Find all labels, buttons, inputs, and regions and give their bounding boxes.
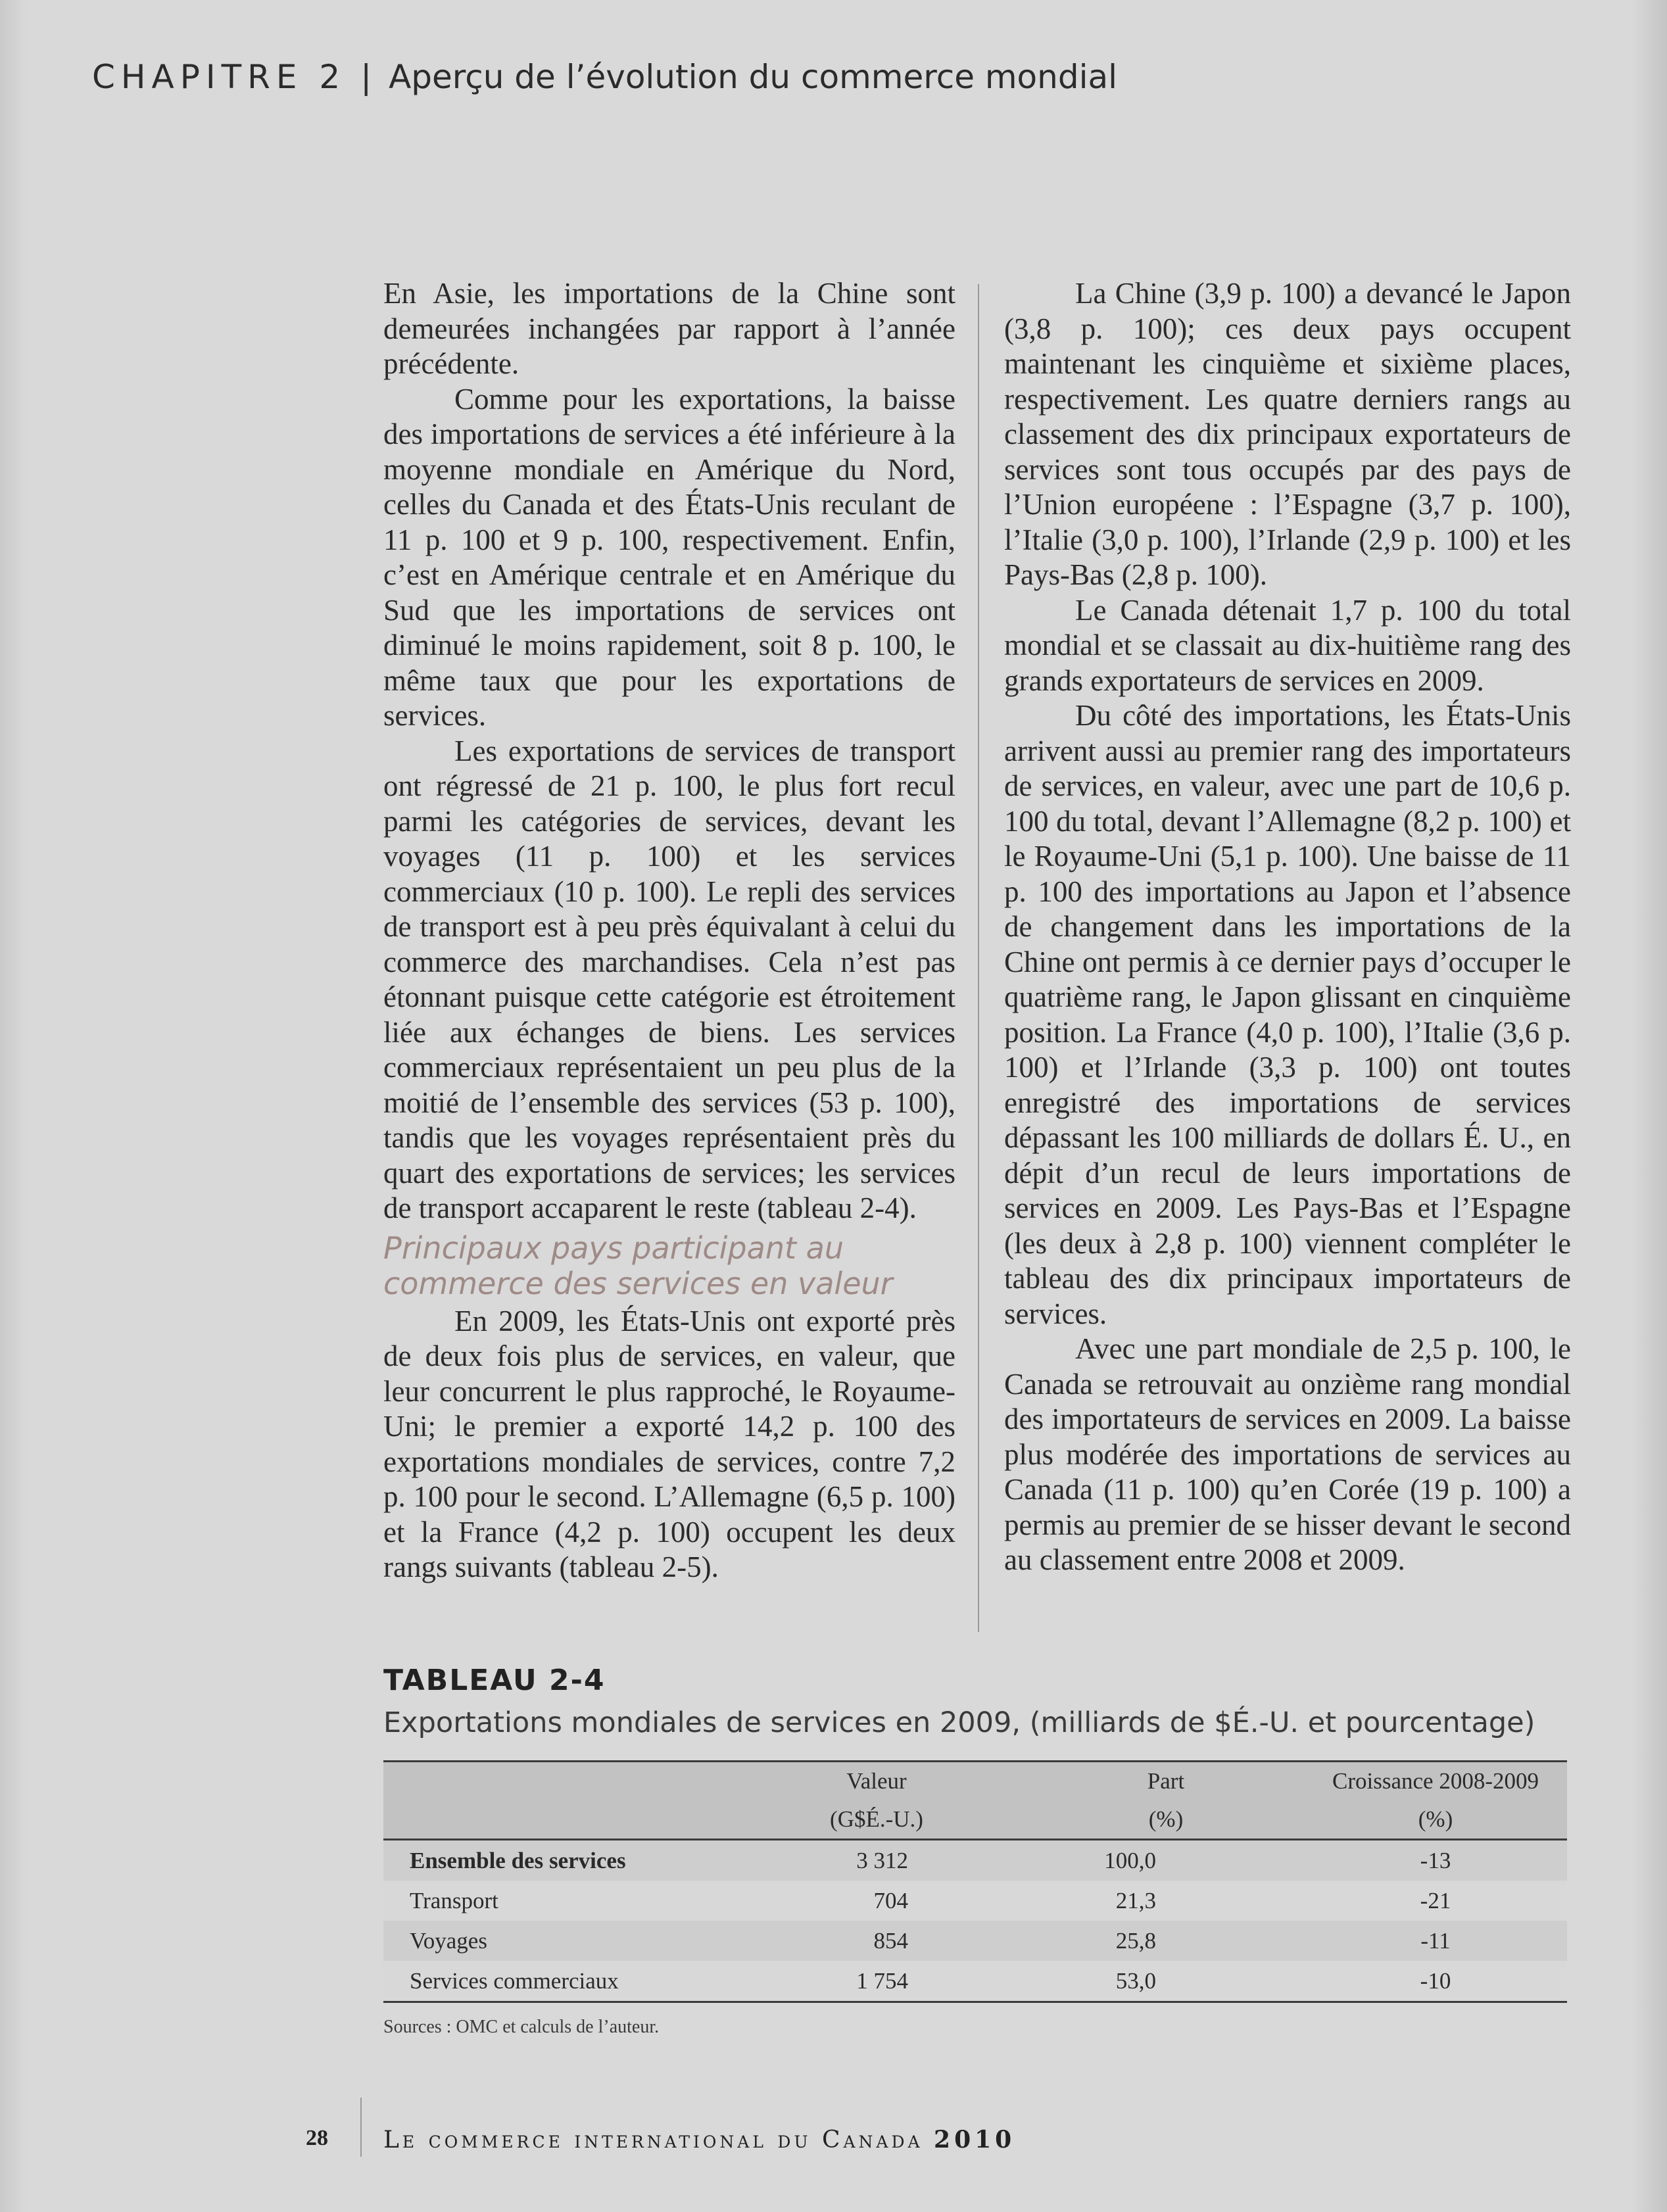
table-sources: Sources : OMC et calculs de l’auteur.	[383, 2017, 660, 2037]
services-table	[383, 1760, 1567, 2003]
header-croissance-unit: (%)	[1304, 1800, 1567, 1840]
header-part: Part	[1147, 1768, 1185, 1794]
table-header-row	[383, 1800, 1567, 1840]
cell-croissance: -21	[1420, 1887, 1451, 1913]
right-column	[1004, 276, 1571, 1578]
cell-part: 21,3	[1115, 1887, 1156, 1913]
paragraph: Avec une part mondiale de 2,5 p. 100, le Canada se retrouvait au onzième rang mondial des importateurs de services en 2009. La baisse plus modérée des importations de services au Canada (11 p. 100) qu’en Corée (19 p. 100) a permis au premier de se hisser devant le second au classement entre 2008 et 2009.	[1004, 1332, 1571, 1576]
cell-part: 100,0	[1104, 1847, 1156, 1873]
cell-part: 25,8	[1115, 1927, 1156, 1954]
paragraph: Comme pour les exportations, la baisse des importations de services a été inférieure à la moyenne mondiale en Amérique du Nord, celles du Canada et des États-Unis reculant de 11 p. 100 et 9 p. 100, respectivement. Enfin, c’est en Amérique centrale et en Amérique du Sud que les importations de services ont diminué le moins rapidement, soit 8 p. 100, le même taux que pour les exportations de services.	[383, 382, 955, 732]
table-row	[383, 1881, 1567, 1921]
cell-valeur: 3 312	[856, 1847, 908, 1873]
header-valeur: Valeur	[846, 1768, 907, 1794]
table-header-row	[383, 1762, 1567, 1801]
page-number: 28	[306, 2126, 328, 2150]
table-row	[383, 1840, 1567, 1881]
section-subheading: Principaux pays participant au commerce des services en valeur	[383, 1230, 893, 1301]
table-title: Exportations mondiales de services en 2009, (milliards de $É.-U. et pourcentage)	[383, 1706, 1535, 1739]
cell-valeur: 854	[873, 1927, 908, 1954]
cell-valeur: 1 754	[725, 1961, 1028, 2002]
table-row	[383, 1921, 1567, 1961]
publication-title: Le commerce international du Canada	[383, 2127, 923, 2153]
publication-year: 2010	[934, 2126, 1016, 2153]
header-separator: |	[360, 58, 372, 96]
paragraph: La Chine (3,9 p. 100) a devancé le Japon (3,8 p. 100); ces deux pays occupent maintenant les cinquième et sixième places, respectivement. Les quatre derniers rangs au classement des dix principaux exportateurs de services sont tous occupés par des pays de l’Union européene : l’Espagne (3,7 p. 100), l’Italie (3,0 p. 100), l’Irlande (2,9 p. 100) et les Pays-Bas (2,8 p. 100).	[1004, 277, 1571, 591]
row-label: Transport	[410, 1887, 498, 1913]
header-part-unit: (%)	[1028, 1800, 1304, 1840]
cell-part: 53,0	[1028, 1961, 1304, 2002]
left-column	[383, 276, 955, 1585]
row-label: Ensemble des services	[410, 1847, 626, 1873]
row-label: Voyages	[410, 1927, 487, 1954]
footer-title	[383, 2126, 1015, 2153]
row-label: Services commerciaux	[383, 1961, 725, 2002]
cell-croissance: -11	[1420, 1927, 1451, 1954]
footer-divider	[360, 2098, 362, 2157]
chapter-header	[92, 58, 1117, 96]
paragraph: Du côté des importations, les États-Unis arrivent aussi au premier rang des importateurs de services, en valeur, avec une part de 10,6 p. 100 du total, devant l’Allemagne (8,2 p. 100) et le Royaume-Uni (5,1 p. 100). Une baisse de 11 p. 100 des importations au Japon et l’absence de changement dans les importations de la Chine ont permis à ce dernier pays d’occuper le quatrième rang, le Japon glissant en cinquième position. La France (4,0 p. 100), l’Italie (3,6 p. 100) et l’Irlande (3,3 p. 100) ont toutes enregistré des importations de services dépassant les 100 milliards de dollars É. U., en dépit d’un recul de leurs importations de services en 2009. Les Pays-Bas et l’Espagne (les deux à 2,8 p. 100) viennent compléter le tableau des dix principaux importateurs de services.	[1004, 699, 1571, 1330]
table-label: TABLEAU 2-4	[383, 1664, 606, 1697]
chapter-title: Aperçu de l’évolution du commerce mondial	[389, 58, 1117, 96]
cell-croissance: -13	[1420, 1847, 1451, 1873]
cell-croissance: -10	[1304, 1961, 1567, 2002]
chapter-label: CHAPITRE 2	[92, 58, 347, 96]
table-row	[383, 1961, 1567, 2002]
paragraph: Les exportations de services de transport ont régressé de 21 p. 100, le plus fort recul parmi les catégories de services, devant les voyages (11 p. 100) et les services commerciaux (10 p. 100). Le repli des services de transport est à peu près équivalant à celui du commerce des marchandises. Cela n’est pas étonnant puisque cette catégorie est étroitement liée aux échanges de biens. Les services commerciaux représentaient un peu plus de la moitié de l’ensemble des services (53 p. 100), tandis que les voyages représentaient près du quart des exportations de services; les services de transport accaparent le reste (tableau 2-4).	[383, 734, 955, 1224]
paragraph: En Asie, les importations de la Chine sont demeurées inchangées par rapport à l’année précédente.	[383, 277, 955, 380]
column-divider	[978, 284, 979, 1632]
paragraph: En 2009, les États-Unis ont exporté près de deux fois plus de services, en valeur, que leur concurrent le plus rapproché, le Royaume-Uni; le premier a exporté 14,2 p. 100 des exportations mondiales de services, contre 7,2 p. 100 pour le second. L’Allemagne (6,5 p. 100) et la France (4,2 p. 100) occupent les deux rangs suivants (tableau 2-5).	[383, 1304, 955, 1583]
header-croissance: Croissance 2008-2009	[1332, 1768, 1539, 1794]
header-valeur-unit: (G$É.-U.)	[725, 1800, 1028, 1840]
paragraph: Le Canada détenait 1,7 p. 100 du total mondial et se classait au dix-huitième rang des grands exportateurs de services en 2009.	[1004, 593, 1571, 697]
cell-valeur: 704	[873, 1887, 908, 1913]
